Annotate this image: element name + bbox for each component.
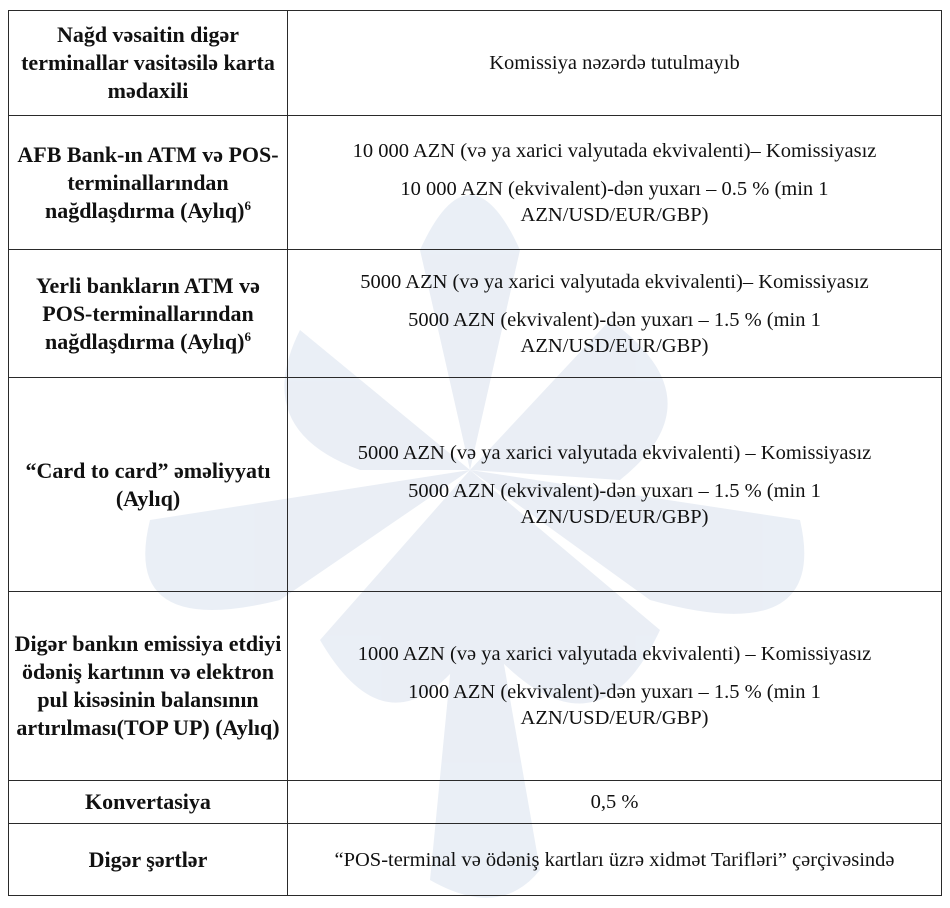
table-row	[9, 592, 942, 781]
row-value-cell	[288, 250, 942, 378]
row-label-cell	[9, 781, 288, 824]
row-value-cell	[288, 378, 942, 592]
row-value-cell	[288, 116, 942, 250]
table-row	[9, 824, 942, 896]
row-value-text: 5000 AZN (və ya xarici valyutada ekvivalenti)– Komissiyasız	[360, 270, 869, 293]
row-label-cell	[9, 250, 288, 378]
table-row	[9, 250, 942, 378]
footnote-marker: 6	[244, 328, 251, 344]
row-label: Digər şərtlər	[88, 846, 208, 872]
row-value-text: “POS-terminal və ödəniş kartları üzrə xidmət Tarifləri” çərçivəsində	[334, 848, 895, 871]
row-value-text: Komissiya nəzərdə tutulmayıb	[489, 52, 740, 74]
row-label-cell	[9, 116, 288, 250]
row-label: AFB Bank-ın ATM və POS-terminallarından nağdlaşdırma (Aylıq)	[17, 141, 279, 223]
row-label-cell	[9, 11, 288, 116]
row-value-text: 5000 AZN (və ya xarici valyutada ekvivalenti) – Komissiyasız	[357, 441, 872, 464]
row-label-cell	[9, 824, 288, 896]
table-row	[9, 378, 942, 592]
row-label-cell	[9, 592, 288, 781]
footnote-marker: 6	[244, 197, 251, 213]
row-value-cell	[288, 592, 942, 781]
row-value-text: 5000 AZN (ekvivalent)-dən yuxarı – 1.5 % (min 1 AZN/USD/EUR/GBP)	[408, 308, 821, 357]
table-row	[9, 11, 942, 116]
row-label: “Card to card” əməliyyatı (Aylıq)	[25, 457, 271, 511]
row-value-text: 10 000 AZN (ekvivalent)-dən yuxarı – 0.5 % (min 1 AZN/USD/EUR/GBP)	[400, 177, 829, 226]
row-value-cell	[288, 781, 942, 824]
table-row	[9, 781, 942, 824]
row-label: Konvertasiya	[85, 789, 211, 814]
row-value-text: 0,5 %	[590, 791, 639, 813]
row-value-text: 1000 AZN (ekvivalent)-dən yuxarı – 1.5 % (min 1 AZN/USD/EUR/GBP)	[408, 681, 821, 729]
row-label-cell	[9, 378, 288, 592]
table-row	[9, 116, 942, 250]
row-value-text: 1000 AZN (və ya xarici valyutada ekvivalenti) – Komissiyasız	[357, 643, 872, 665]
row-value-text: 5000 AZN (ekvivalent)-dən yuxarı – 1.5 % (min 1 AZN/USD/EUR/GBP)	[408, 479, 821, 528]
row-label: Digər bankın emissiya etdiyi ödəniş kartının və elektron pul kisəsinin balansının artırılması(TOP UP) (Aylıq)	[14, 631, 282, 740]
row-value-cell	[288, 11, 942, 116]
row-value-cell	[288, 824, 942, 896]
row-label: Yerli bankların ATM və POS-terminallarından nağdlaşdırma (Aylıq)	[36, 272, 260, 354]
row-value-text: 10 000 AZN (və ya xarici valyutada ekvivalenti)– Komissiyasız	[352, 139, 877, 162]
tariff-table	[8, 10, 942, 896]
row-label: Nağd vəsaitin digər terminallar vasitəsilə karta mədaxili	[21, 22, 275, 103]
